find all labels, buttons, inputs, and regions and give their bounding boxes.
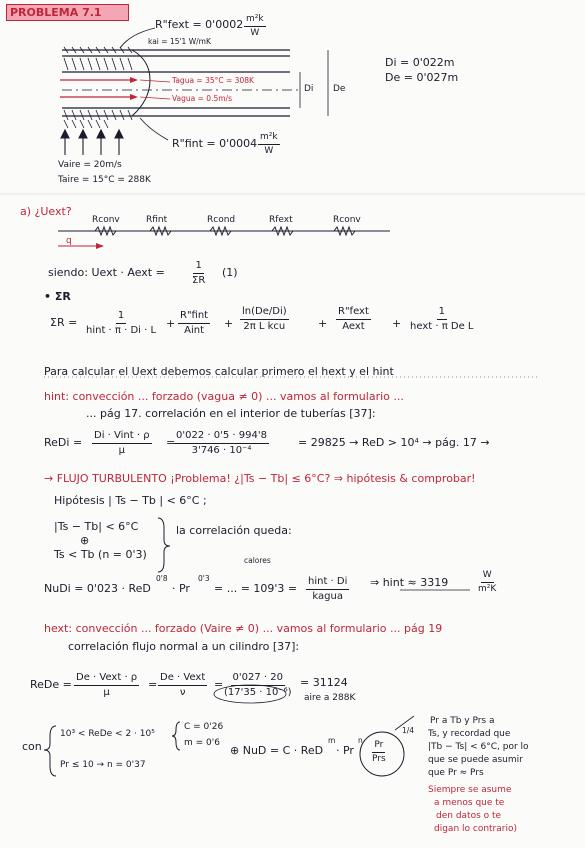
hext-line-1: hext: convección ... forzado (Vaire ≠ 0) ... vamos al formulario ... pág 19	[44, 622, 443, 635]
plus-sign: +	[318, 317, 328, 330]
term-num: 1	[116, 310, 126, 324]
part-a-label: a) ¿Uext?	[20, 205, 72, 218]
rfext-label: R"fext = 0'0002	[155, 18, 244, 31]
side-note-line: que se puede asumir	[428, 755, 523, 765]
rede-fraction-1	[74, 672, 139, 699]
rede-note: aire a 288K	[304, 693, 356, 703]
hint-result: ⇒ hint ≈ 3319	[370, 576, 449, 589]
frac-den: μ	[103, 687, 110, 698]
side-note-line: |Tb − Ts| < 6°C, por lo	[428, 742, 529, 752]
side-note-red-line: digan lo contrario)	[434, 824, 517, 834]
resistance-label: Rconv	[333, 215, 361, 225]
page-title: PROBLEMA 7.1	[10, 6, 102, 19]
frac-num: De · Vext · ρ	[74, 672, 139, 686]
frac-den: Prs	[372, 754, 386, 764]
rfint-unit	[258, 132, 280, 157]
side-note-line: Ts, y recordad que	[428, 729, 511, 739]
rfext-unit	[244, 14, 266, 39]
term-num: ln(De/Di)	[240, 306, 289, 320]
sum-term-1	[84, 310, 158, 337]
frac-num: hint · Di	[306, 576, 349, 590]
resistance-label: Rcond	[207, 215, 236, 225]
rfext-unit-num: m²k	[244, 14, 266, 27]
plus-sign: +	[166, 317, 176, 330]
siendo-fraction	[190, 260, 207, 287]
frac-num: 0'022 · 0'5 · 994'8	[174, 430, 269, 444]
sum-title: • ΣR	[44, 290, 71, 303]
nude-pr: · Pr	[336, 744, 354, 757]
rede-result: = 31124	[300, 676, 348, 689]
hint-line-2: ... pág 17. correlación en el interior de tuberías [37]:	[86, 407, 376, 420]
nude-exponent: m	[328, 736, 336, 745]
frac-num: 0'027 · 20	[231, 672, 285, 686]
side-note-red-line: den datos o te	[436, 811, 502, 821]
di-dimension: Di	[304, 84, 314, 94]
sum-term-2	[178, 310, 210, 337]
m-value: m = 0'6	[184, 738, 220, 748]
flujo-turbulento-line: → FLUJO TURBULENTO ¡Problema! ¿|Ts − Tb| ≤ 6°C? ⇒ hipótesis & comprobar!	[44, 472, 476, 485]
term-den: hint · π · Di · L	[86, 325, 157, 336]
rede-fraction-3	[222, 672, 294, 699]
siendo-line: siendo: Uext · Aext =	[48, 266, 165, 279]
sum-lhs: ΣR =	[50, 316, 78, 329]
side-note-line: Pr a Tb y Prs a	[430, 716, 495, 726]
para-calcular-line: Para calcular el Uext debemos calcular primero el hext y el hint	[44, 365, 394, 378]
redi-fraction-1	[92, 430, 152, 457]
nudi-pr: · Pr	[172, 582, 190, 595]
rede-lhs: ReDe =	[30, 678, 72, 691]
condition-plus: ⊕	[80, 534, 90, 547]
nude-exponent: 1/4	[402, 726, 415, 735]
hipotesis-line: Hipótesis | Ts − Tb | < 6°C ;	[54, 494, 207, 507]
term-num: R"fint	[178, 310, 210, 324]
siendo-den: ΣR	[192, 275, 206, 286]
rfext-unit-den: W	[250, 28, 260, 38]
term-num: 1	[437, 306, 447, 320]
range-2: Pr ≤ 10 → n = 0'37	[60, 760, 146, 770]
frac-den: ν	[179, 687, 186, 698]
term-den: Aext	[342, 321, 365, 332]
de-value: De = 0'027m	[385, 71, 459, 84]
rfint-unit-num: m²k	[258, 132, 280, 145]
con-label: con	[22, 740, 42, 753]
equals-sign: =	[214, 678, 224, 691]
equation-number: (1)	[222, 266, 238, 279]
nude-equation: ⊕ NuD = C · ReD	[230, 744, 324, 757]
redi-fraction-2	[174, 430, 269, 457]
di-value: Di = 0'022m	[385, 56, 455, 69]
v-agua-label: Vagua = 0.5m/s	[172, 94, 232, 103]
siendo-num: 1	[193, 260, 203, 274]
redi-result: = 29825 → ReD > 10⁴ → pág. 17 →	[298, 436, 490, 449]
side-note-red-line: Siempre se asume	[428, 785, 512, 795]
term-num: R"fext	[336, 306, 371, 320]
term-den: Aint	[184, 325, 204, 336]
resistance-label: Rconv	[92, 215, 120, 225]
v-aire-label: Vaire = 20m/s	[58, 160, 122, 170]
hint-unit	[476, 570, 498, 595]
sum-term-3	[240, 306, 289, 333]
nudi-fraction	[306, 576, 349, 603]
range-1: 10³ < ReDe < 2 · 10⁵	[60, 729, 155, 739]
side-note-line: que Pr ≈ Prs	[428, 768, 484, 778]
side-note-red-line: a menos que te	[434, 798, 505, 808]
nudi-exponent: 0'8	[156, 574, 168, 583]
unit-num: W	[481, 570, 494, 583]
nude-exponent: n	[358, 736, 363, 745]
t-aire-label: Taire = 15°C = 288K	[58, 175, 151, 185]
frac-num: Di · Vint · ρ	[92, 430, 152, 444]
frac-den: μ	[118, 445, 125, 456]
sum-term-4	[336, 306, 371, 333]
hext-line-2: correlación flujo normal a un cilindro [37]:	[68, 640, 300, 653]
equals-sign: =	[166, 436, 176, 449]
plus-sign: +	[224, 317, 234, 330]
t-agua-label: Tagua = 35°C = 308K	[172, 76, 254, 85]
rede-fraction-2	[158, 672, 207, 699]
frac-den: 3'746 · 10⁻⁴	[191, 445, 252, 456]
heat-flow-label: q	[66, 236, 72, 246]
calores-note: calores	[244, 556, 271, 565]
unit-den: m²K	[478, 584, 497, 594]
frac-den: (17'35 · 10⁻⁶)	[224, 687, 292, 698]
correlacion-queda: la correlación queda:	[176, 524, 292, 537]
de-dimension: De	[333, 84, 346, 94]
rfint-label: R"fint = 0'0004	[172, 137, 258, 150]
frac-num: De · Vext	[158, 672, 207, 686]
resistance-label: Rfint	[146, 215, 168, 225]
term-den: 2π L kcu	[243, 321, 286, 332]
term-den: hext · π De L	[410, 321, 474, 332]
rfint-unit-den: W	[264, 146, 274, 156]
k-air-label: kai = 15'1 W/mK	[148, 37, 211, 46]
frac-den: kagua	[312, 591, 343, 602]
hint-line-1: hint: convección ... forzado (vagua ≠ 0) ... vamos al formulario ...	[44, 390, 404, 403]
sum-term-5	[408, 306, 476, 333]
condition-1: |Ts − Tb| < 6°C	[54, 520, 139, 533]
frac-num: Pr	[372, 740, 385, 753]
nudi-result: = ... = 109'3 =	[214, 582, 298, 595]
plus-sign: +	[392, 317, 402, 330]
condition-2: Ts < Tb (n = 0'3)	[54, 548, 147, 561]
equals-sign: =	[148, 678, 158, 691]
nudi-exponent: 0'3	[198, 574, 210, 583]
pr-ratio	[370, 740, 388, 765]
redi-lhs: ReDi =	[44, 436, 83, 449]
nudi-lhs: NuDi = 0'023 · ReD	[44, 582, 151, 595]
c-value: C = 0'26	[184, 722, 224, 732]
resistance-label: Rfext	[269, 215, 293, 225]
